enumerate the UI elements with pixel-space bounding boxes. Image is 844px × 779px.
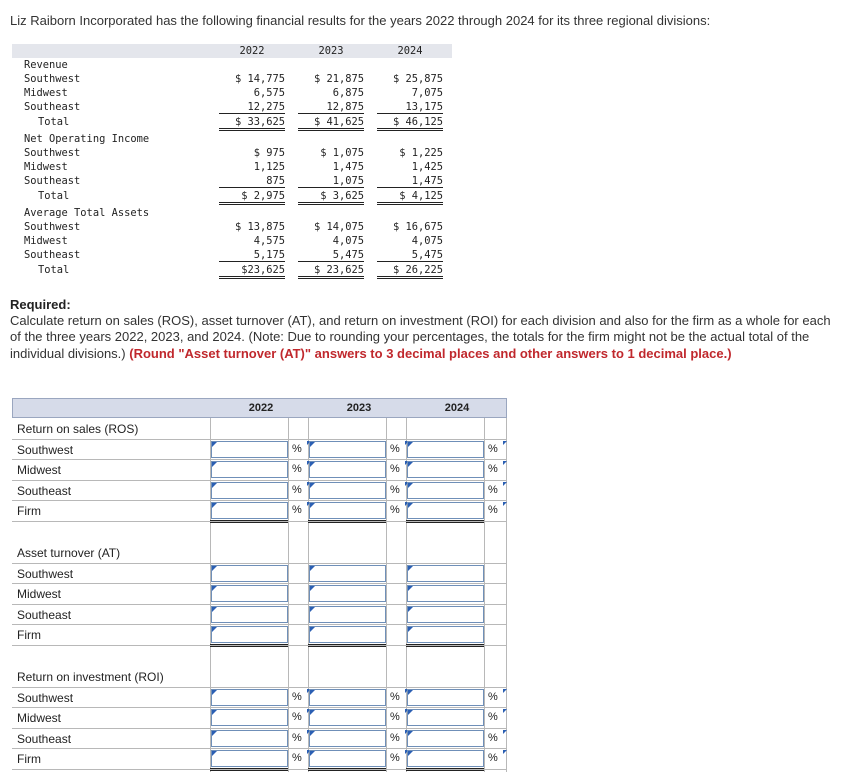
cell: $ 975 (253, 147, 285, 159)
answer-input[interactable] (211, 461, 288, 478)
answer-input[interactable] (309, 502, 386, 519)
cell: 12,875 (298, 101, 364, 114)
total-double-underline (308, 520, 386, 523)
grid-divider (386, 418, 387, 772)
answer-grid (12, 398, 507, 772)
year-header: 2024 (397, 45, 423, 57)
cell: 7,075 (411, 87, 443, 99)
answer-input[interactable] (309, 482, 386, 499)
row-label: Southeast (24, 249, 81, 261)
answer-input[interactable] (309, 461, 386, 478)
row-label: Firm (17, 628, 41, 643)
year-header: 2022 (239, 45, 265, 57)
flag-marker-icon (503, 482, 507, 486)
table-row (12, 161, 452, 175)
table-row (12, 116, 452, 130)
cell: $ 46,125 (377, 116, 443, 131)
answer-input[interactable] (407, 626, 484, 643)
table-row (12, 190, 452, 204)
percent-label: % (390, 752, 400, 765)
answer-input[interactable] (309, 626, 386, 643)
cell: 5,175 (219, 249, 285, 262)
answer-input[interactable] (407, 441, 484, 458)
percent-label: % (292, 731, 302, 744)
row-divider (12, 604, 507, 605)
answer-input[interactable] (309, 565, 386, 582)
table-row (12, 235, 452, 249)
percent-label: % (292, 752, 302, 765)
percent-label: % (390, 731, 400, 744)
cell: 1,425 (411, 161, 443, 173)
answer-input[interactable] (407, 461, 484, 478)
total-double-underline (308, 768, 386, 771)
cell: 4,075 (332, 235, 364, 247)
section-label: Net Operating Income (24, 133, 150, 145)
answer-input[interactable] (309, 585, 386, 602)
percent-label: % (292, 690, 302, 703)
answer-input[interactable] (211, 482, 288, 499)
row-label: Midwest (24, 161, 68, 173)
answer-input[interactable] (309, 689, 386, 706)
percent-label: % (390, 442, 400, 455)
answer-input[interactable] (211, 502, 288, 519)
cell: $23,625 (219, 264, 285, 279)
flag-marker-icon (503, 709, 507, 713)
row-label: Firm (17, 752, 41, 767)
percent-label: % (390, 483, 400, 496)
cell: 1,475 (377, 175, 443, 188)
answer-input[interactable] (407, 750, 484, 767)
table-row (12, 101, 452, 115)
row-label: Midwest (24, 235, 68, 247)
answer-input[interactable] (211, 441, 288, 458)
cell: $ 33,625 (219, 116, 285, 131)
percent-label: % (488, 483, 498, 496)
answer-input[interactable] (211, 750, 288, 767)
row-label: Southwest (24, 73, 81, 85)
cell: 1,475 (332, 161, 364, 173)
cell: $ 41,625 (298, 116, 364, 131)
row-label: Midwest (24, 87, 68, 99)
answer-input[interactable] (211, 730, 288, 747)
percent-label: % (488, 711, 498, 724)
row-label: Southeast (24, 175, 81, 187)
answer-input[interactable] (309, 730, 386, 747)
total-double-underline (406, 644, 484, 647)
cell: 4,575 (253, 235, 285, 247)
total-double-underline (210, 644, 288, 647)
cell: $ 13,875 (234, 221, 285, 233)
row-divider (12, 624, 507, 625)
flag-marker-icon (503, 502, 507, 506)
section-label: Revenue (24, 59, 68, 71)
answer-input[interactable] (211, 585, 288, 602)
year-header-row (12, 44, 452, 58)
percent-label: % (390, 711, 400, 724)
row-divider (12, 707, 507, 708)
answer-input[interactable] (309, 709, 386, 726)
percent-label: % (488, 752, 498, 765)
answer-input[interactable] (407, 585, 484, 602)
grid-header (12, 398, 507, 418)
row-label: Total (38, 190, 70, 202)
table-row (12, 147, 452, 161)
section-title: Return on sales (ROS) (17, 422, 139, 436)
cell: 6,575 (253, 87, 285, 99)
percent-label: % (292, 442, 302, 455)
answer-input[interactable] (407, 502, 484, 519)
percent-label: % (488, 463, 498, 476)
percent-label: % (488, 690, 498, 703)
rounding-note: (Round "Asset turnover (AT)" answers to 3 decimal places and other answers to 1 decimal place.) (129, 345, 732, 361)
year-header: 2022 (248, 402, 274, 414)
cell: 1,075 (298, 175, 364, 188)
percent-label: % (390, 504, 400, 517)
total-double-underline (406, 520, 484, 523)
row-divider (12, 687, 507, 688)
table-row (12, 221, 452, 235)
percent-label: % (488, 442, 498, 455)
answer-input[interactable] (211, 606, 288, 623)
answer-input[interactable] (407, 730, 484, 747)
table-row (12, 175, 452, 189)
year-header: 2024 (444, 402, 470, 414)
flag-marker-icon (503, 730, 507, 734)
intro-text: Liz Raiborn Incorporated has the following financial results for the years 2022 through 2024 for its three regional divisions: (10, 13, 711, 28)
total-double-underline (210, 768, 288, 771)
total-double-underline (210, 520, 288, 523)
answer-input[interactable] (211, 565, 288, 582)
cell: 12,275 (219, 101, 285, 114)
cell: $ 21,875 (313, 73, 364, 85)
answer-input[interactable] (309, 441, 386, 458)
answer-input[interactable] (407, 606, 484, 623)
percent-label: % (390, 690, 400, 703)
row-divider (12, 439, 507, 440)
answer-input[interactable] (309, 750, 386, 767)
percent-label: % (292, 463, 302, 476)
required-instructions: Calculate return on sales (ROS), asset turnover (AT), and return on investment (ROI) for each division and also for the firm as a whole for each of the three years 2022, 2023, and 2024. (Note: Due to rounding your percentages, the totals for the firm might not be the actual total of the individual divisions.) (10, 313, 831, 361)
answer-input[interactable] (211, 709, 288, 726)
row-divider (12, 563, 507, 564)
percent-label: % (292, 711, 302, 724)
row-label: Firm (17, 504, 41, 519)
row-label: Midwest (17, 587, 62, 602)
cell: 13,175 (377, 101, 443, 114)
cell: $ 1,225 (399, 147, 443, 159)
row-divider (12, 583, 507, 584)
flag-marker-icon (503, 461, 507, 465)
percent-label: % (488, 731, 498, 744)
total-double-underline (406, 768, 484, 771)
grid-divider (484, 418, 485, 772)
total-double-underline (308, 644, 386, 647)
row-label: Southwest (17, 690, 74, 705)
table-row (12, 249, 452, 263)
cell: $ 14,075 (313, 221, 364, 233)
cell: $ 14,775 (234, 73, 285, 85)
section-label: Average Total Assets (24, 207, 150, 219)
percent-label: % (390, 463, 400, 476)
answer-input[interactable] (407, 482, 484, 499)
row-divider (12, 500, 507, 501)
percent-label: % (292, 504, 302, 517)
flag-marker-icon (503, 441, 507, 445)
cell: 4,075 (411, 235, 443, 247)
row-label: Southwest (24, 147, 81, 159)
cell: 875 (219, 175, 285, 188)
percent-label: % (292, 483, 302, 496)
grid-divider (288, 418, 289, 772)
row-label: Total (38, 116, 70, 128)
percent-label: % (488, 504, 498, 517)
row-label: Total (38, 264, 70, 276)
year-header: 2023 (318, 45, 344, 57)
cell: $ 1,075 (320, 147, 364, 159)
cell: 6,875 (332, 87, 364, 99)
required-text (10, 313, 838, 362)
required-title: Required: (10, 297, 71, 312)
cell: 1,125 (253, 161, 285, 173)
answer-input[interactable] (407, 689, 484, 706)
flag-marker-icon (503, 750, 507, 754)
row-label: Southeast (24, 101, 81, 113)
cell: $ 2,975 (219, 190, 285, 205)
flag-marker-icon (503, 689, 507, 693)
row-divider (12, 480, 507, 481)
cell: $ 4,125 (377, 190, 443, 205)
cell: $ 26,225 (377, 264, 443, 279)
table-row (12, 73, 452, 87)
row-divider (12, 728, 507, 729)
cell: $ 3,625 (298, 190, 364, 205)
row-divider (12, 459, 507, 460)
row-label: Southwest (17, 442, 74, 457)
section-title: Return on investment (ROI) (17, 670, 164, 684)
answer-input[interactable] (211, 626, 288, 643)
row-label: Midwest (17, 711, 62, 726)
cell: 5,475 (298, 249, 364, 262)
answer-input[interactable] (309, 606, 386, 623)
grid-divider (506, 418, 507, 772)
cell: $ 16,675 (392, 221, 443, 233)
cell: 5,475 (377, 249, 443, 262)
cell: $ 23,625 (298, 264, 364, 279)
answer-input[interactable] (211, 689, 288, 706)
table-row (12, 87, 452, 101)
row-divider (12, 748, 507, 749)
row-label: Midwest (17, 463, 62, 478)
row-label: Southwest (24, 221, 81, 233)
year-header: 2023 (346, 402, 372, 414)
cell: $ 25,875 (392, 73, 443, 85)
section-title: Asset turnover (AT) (17, 546, 121, 560)
row-label: Southeast (17, 483, 72, 498)
row-label: Southeast (17, 731, 72, 746)
table-row (12, 264, 452, 278)
answer-input[interactable] (407, 565, 484, 582)
row-label: Southwest (17, 566, 74, 581)
answer-input[interactable] (407, 709, 484, 726)
row-label: Southeast (17, 607, 72, 622)
